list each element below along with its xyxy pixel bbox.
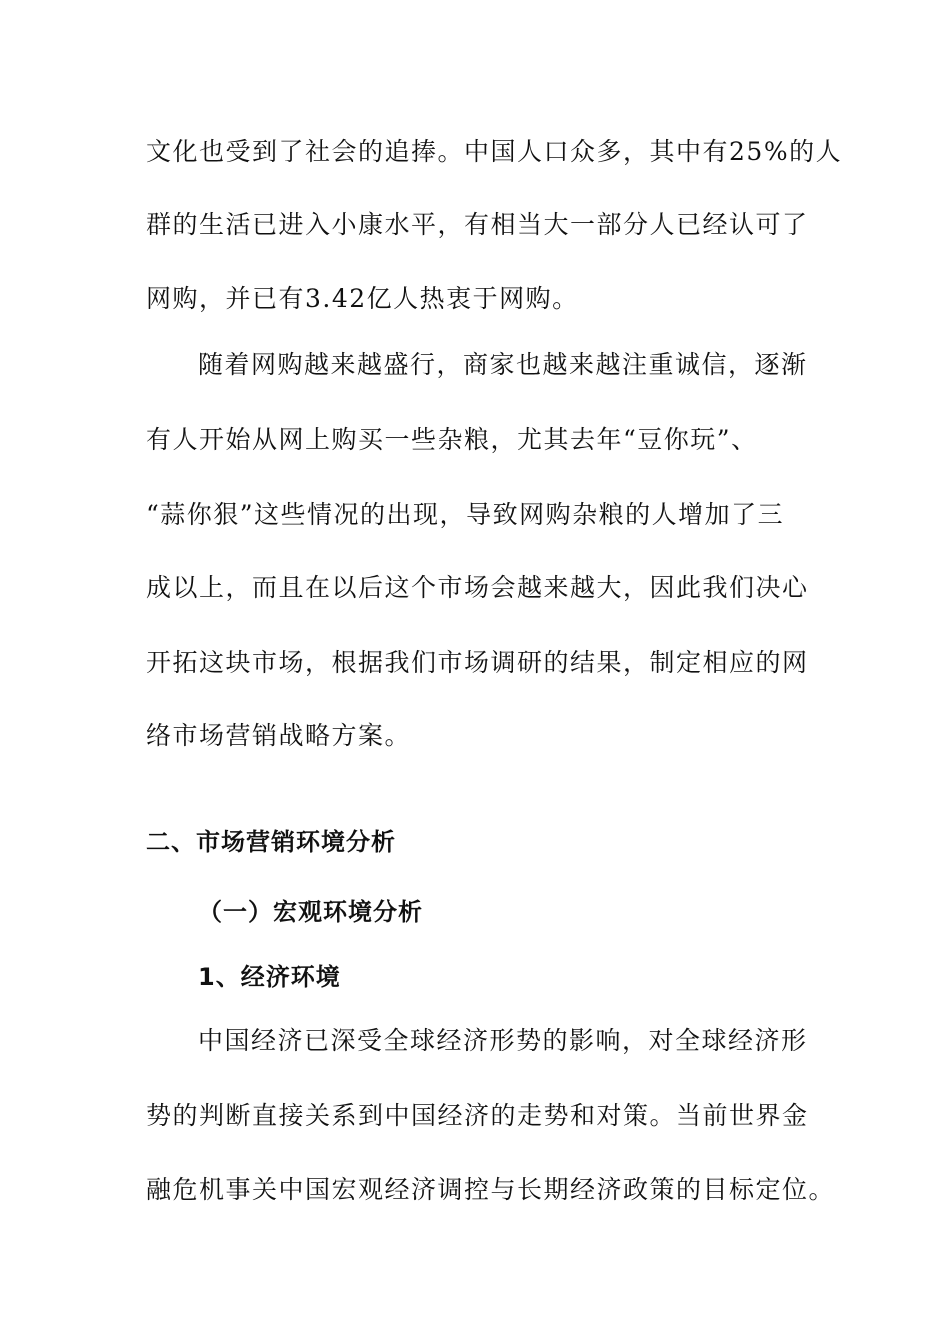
paragraph-3-line-3: 融危机事关中国宏观经济调控与长期经济政策的目标定位。: [146, 1175, 836, 1204]
paragraph-2-line-3: “蒜你狠”这些情况的出现，导致网购杂粮的人增加了三: [146, 500, 785, 529]
paragraph-2-line-1: 随着网购越来越盛行，商家也越来越注重诚信，逐渐: [198, 350, 808, 379]
paragraph-2-line-5: 开拓这块市场，根据我们市场调研的结果，制定相应的网: [146, 648, 809, 677]
paragraph-3-line-1: 中国经济已深受全球经济形势的影响，对全球经济形: [198, 1026, 808, 1055]
section-heading: 二、市场营销环境分析: [146, 828, 396, 856]
paragraph-1-line-3: 网购，并已有3.42亿人热衷于网购。: [146, 284, 579, 313]
paragraph-1-line-2: 群的生活已进入小康水平，有相当大一部分人已经认可了: [146, 210, 809, 239]
paragraph-2-line-6: 络市场营销战略方案。: [146, 721, 412, 750]
paragraph-2-line-4: 成以上，而且在以后这个市场会越来越大，因此我们决心: [146, 573, 809, 602]
paragraph-1-line-1: 文化也受到了社会的追捧。中国人口众多，其中有25%的人: [146, 137, 843, 166]
item-heading: 1、经济环境: [198, 963, 341, 991]
subsection-heading: （一）宏观环境分析: [198, 898, 423, 926]
paragraph-3-line-2: 势的判断直接关系到中国经济的走势和对策。当前世界金: [146, 1101, 809, 1130]
paragraph-2-line-2: 有人开始从网上购买一些杂粮，尤其去年“豆你玩”、: [146, 425, 758, 454]
